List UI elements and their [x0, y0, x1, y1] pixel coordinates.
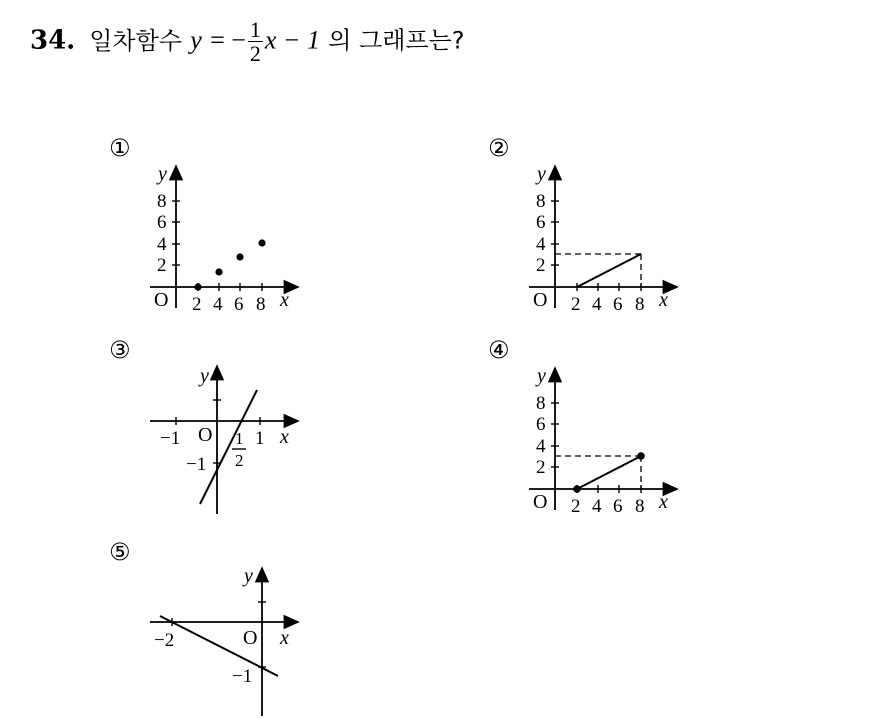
x-axis-label: x — [659, 491, 668, 513]
x-tick-label: 8 — [256, 294, 266, 315]
choice-5-graph[interactable] — [140, 560, 310, 718]
choice-2-graph[interactable] — [519, 158, 689, 318]
question-text-after: 의 그래프는? — [328, 26, 465, 55]
y-tick-label: 6 — [157, 212, 167, 233]
equation-rest: x − 1 — [264, 25, 320, 55]
choice-1-graph[interactable] — [140, 158, 310, 318]
x-tick-label: −1 — [160, 428, 181, 449]
choice-2-marker[interactable]: ② — [488, 134, 510, 162]
y-axis-label: y — [537, 163, 546, 185]
x-axis-label: x — [280, 289, 289, 311]
y-tick-label: 4 — [536, 436, 546, 457]
y-axis-label: y — [244, 565, 253, 587]
y-tick-label: 6 — [536, 212, 546, 233]
origin-label: O — [533, 289, 548, 311]
svg-text:1: 1 — [235, 429, 244, 448]
segment-endpoint — [573, 485, 581, 493]
choice-3-graph[interactable] — [140, 360, 310, 520]
y-tick-label: −1 — [232, 666, 253, 687]
x-axis-label: x — [280, 426, 289, 448]
data-point — [236, 253, 243, 260]
y-axis-label: y — [537, 365, 546, 387]
x-tick-label: 4 — [213, 294, 223, 315]
y-tick-label: 8 — [536, 191, 546, 212]
y-tick-label: 2 — [536, 457, 546, 478]
origin-label: O — [154, 289, 169, 311]
x-tick-label: 4 — [592, 294, 602, 315]
origin-label: O — [243, 627, 258, 649]
x-tick-label: 2 — [571, 496, 581, 517]
x-tick-label: 2 — [192, 294, 202, 315]
question-text-before: 일차함수 — [89, 26, 182, 55]
y-tick-label: 6 — [536, 414, 546, 435]
equation-equals: = − — [210, 25, 246, 55]
choice-4-graph[interactable] — [519, 360, 689, 520]
segment-endpoint — [637, 452, 645, 460]
question-number: 34. — [30, 25, 76, 56]
y-tick-label: 2 — [536, 255, 546, 276]
y-tick-label: 8 — [536, 393, 546, 414]
equation-fraction — [248, 18, 263, 65]
y-tick-label: 4 — [157, 234, 167, 255]
choice-3-marker[interactable]: ③ — [109, 336, 131, 364]
y-tick-label: 8 — [157, 191, 167, 212]
x-tick-label: 8 — [635, 496, 645, 517]
origin-label: O — [533, 491, 548, 513]
graph-line — [200, 390, 257, 504]
x-tick-label: 8 — [635, 294, 645, 315]
data-point — [215, 268, 222, 275]
graph-segment — [577, 456, 641, 489]
data-point — [194, 283, 201, 290]
x-axis-label: x — [659, 289, 668, 311]
y-axis-label: y — [200, 365, 209, 387]
x-tick-label: 1 — [255, 428, 265, 449]
y-tick-label: 2 — [157, 255, 167, 276]
data-point — [258, 239, 265, 246]
equation-y: y — [190, 25, 202, 55]
x-tick-label: 4 — [592, 496, 602, 517]
y-tick-label: −1 — [186, 454, 207, 475]
choice-5-marker[interactable]: ⑤ — [109, 538, 131, 566]
choice-4-marker[interactable]: ④ — [488, 336, 510, 364]
graph-line — [160, 616, 278, 676]
x-axis-label: x — [280, 627, 289, 649]
y-axis-label: y — [158, 163, 167, 185]
x-tick-label: 6 — [234, 294, 244, 315]
x-tick-label: −2 — [154, 630, 175, 651]
graph-segment — [577, 254, 641, 287]
origin-label: O — [198, 424, 213, 446]
choice-1-marker[interactable]: ① — [109, 134, 131, 162]
x-tick-label: 6 — [613, 496, 623, 517]
x-tick-label: 2 — [571, 294, 581, 315]
fraction-numerator: 1 — [249, 17, 261, 42]
question-line — [30, 18, 465, 65]
x-tick-label: 6 — [613, 294, 623, 315]
y-tick-label: 4 — [536, 234, 546, 255]
fraction-denominator: 2 — [249, 41, 261, 67]
svg-text:2: 2 — [235, 451, 244, 470]
